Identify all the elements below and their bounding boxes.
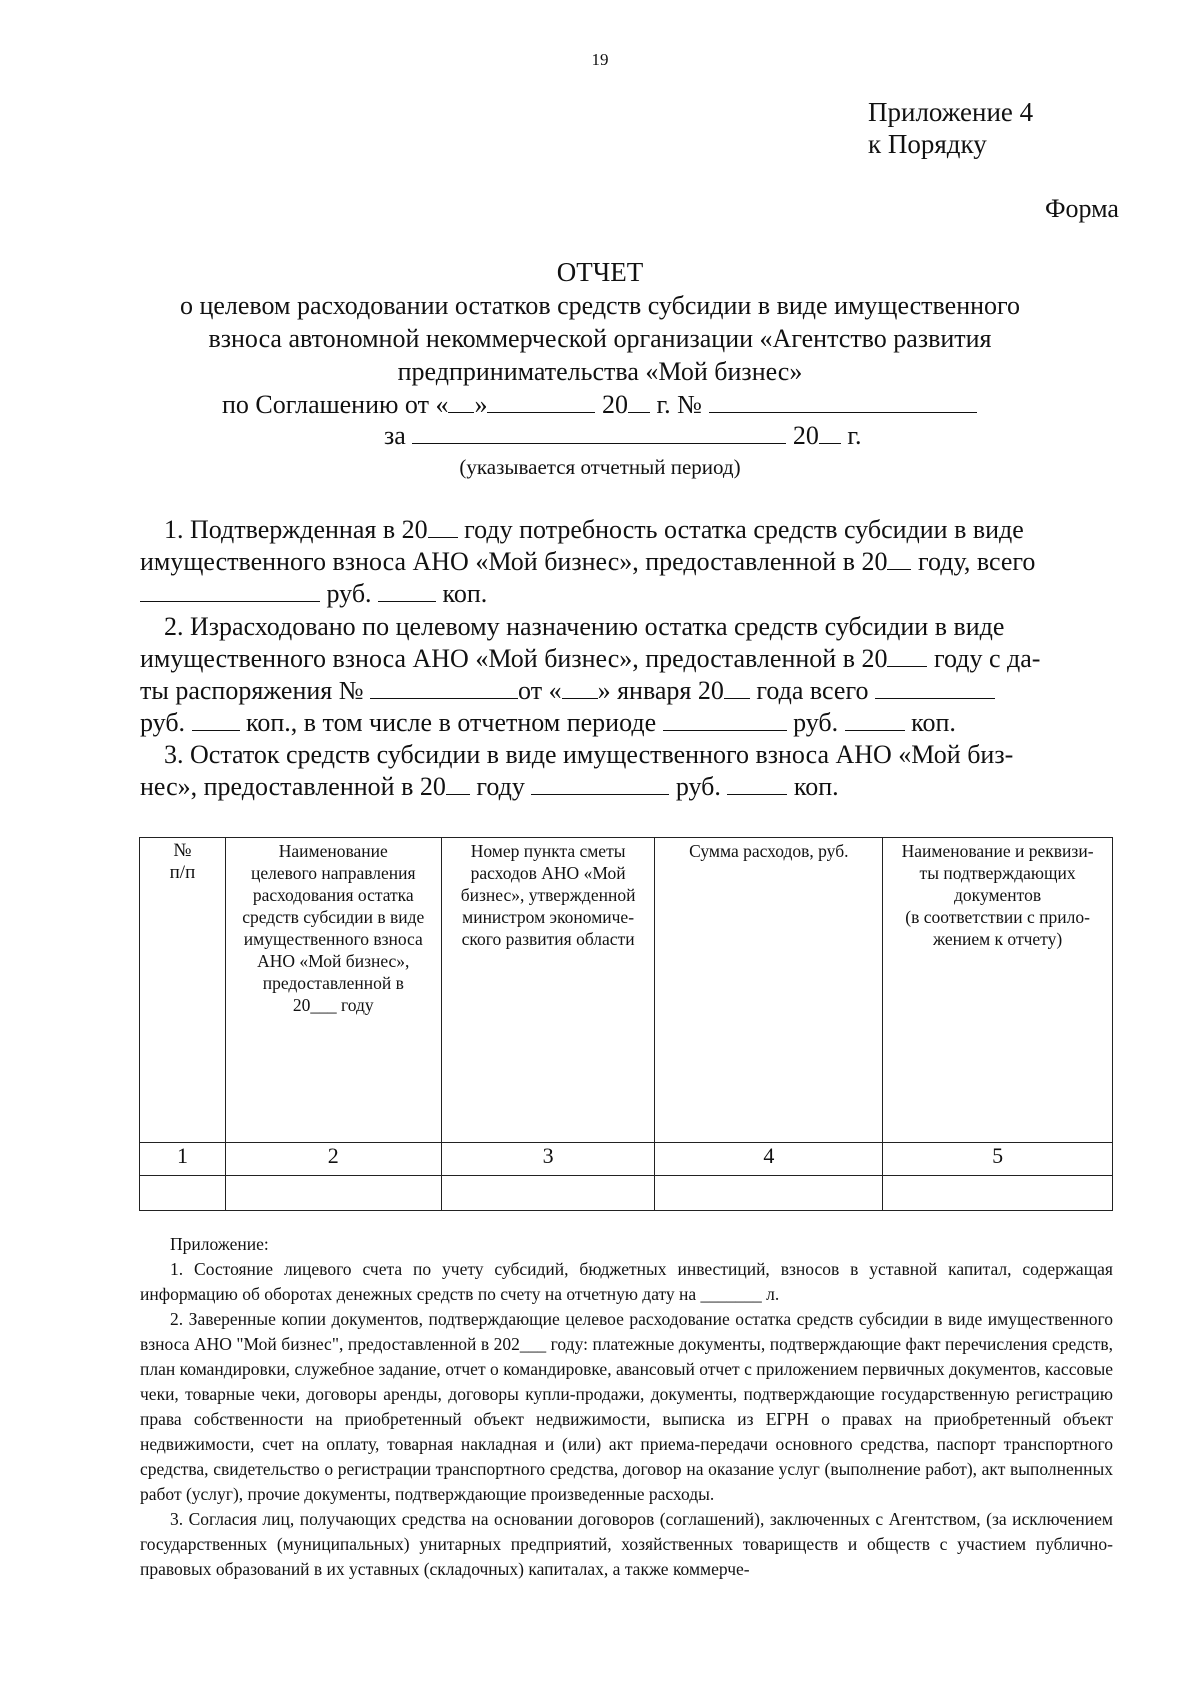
form-label: Форма (1045, 194, 1119, 223)
day-blank (448, 411, 474, 413)
col-number-5: 5 (883, 1143, 1113, 1176)
report-title-line-2: о целевом расходовании остатков средств субсидии в виде имущественного (179, 291, 1021, 320)
appendix-reference (868, 96, 1033, 160)
item-3-line-1: 3. Остаток средств субсидии в виде имущественного взноса АНО «Мой биз- (164, 740, 1014, 769)
appendix-line-1: Приложение 4 (868, 97, 1034, 127)
item-1-line-3: руб. коп. (140, 578, 487, 610)
col-number-2: 2 (225, 1143, 441, 1176)
agreement-line: по Соглашению от « » 20 г. № (222, 390, 977, 420)
page-number: 19 (591, 50, 609, 69)
month-blank (487, 411, 595, 413)
col-number-4: 4 (655, 1143, 883, 1176)
report-heading: ОТЧЕТ (556, 257, 644, 287)
table-cell (140, 1176, 226, 1211)
report-table (139, 837, 1113, 1211)
table-header-row (140, 838, 1113, 1143)
agreement-number-blank (709, 411, 977, 413)
item-3-line-2: нес», предоставленной в 20 году руб. коп. (140, 772, 839, 801)
period-blank (412, 442, 786, 444)
col-number-3: 3 (441, 1143, 655, 1176)
appendix-line-2: к Порядку (868, 129, 987, 159)
col-header-estimate-item: Номер пункта сметы расходов АНО «Мой бизнес», утвержденной министром экономиче- ского развития области (441, 838, 655, 1143)
note-2: 2. Заверенные копии документов, подтверждающие целевое расходование остатка средств субсидии в виде имущественного взноса АНО "Мой бизнес", предоставленной в 202___ году: платежные документы, подтверждающие факт перечисления средств, план командировки, служебное задание, отчет о командировке, авансовый отчет с приложением первичных документов, кассовые чеки, товарные чеки, договоры аренды, договоры купли-продажи, документы, подтверждающие государственную регистрацию права собственности на приобретенный объект недвижимости, выписка из ЕГРН о правах на приобретенный объект недвижимости, счет на оплату, товарная накладная и (или) акт приема-передачи основного средства, паспорт транспортного средства, свидетельство о регистрации транспортного средства, договор на оказание услуг (выполнение работ), акт выполненных работ (услуг), прочие документы, подтверждающие произведенные расходы. (140, 1309, 1113, 1504)
table-cell (655, 1176, 883, 1211)
period-line: за 20 г. (384, 421, 862, 450)
note-1: 1. Состояние лицевого счета по учету субсидий, бюджетных инвестиций, взносов в уставной капитал, содержащая информацию об оборотах денежных средств по счету на отчетную дату на _______ л. (140, 1259, 1113, 1304)
table-row (140, 1176, 1113, 1211)
item-1-line-1: 1. Подтвержденная в 20 году потребность остатка средств субсидии в виде (164, 515, 1024, 544)
notes-heading: Приложение: (170, 1234, 269, 1254)
col-number-1: 1 (140, 1143, 226, 1176)
col-header-expense-sum: Сумма расходов, руб. (655, 838, 883, 1143)
report-title-line-3: взноса автономной некоммерческой организации «Агентство развития (208, 324, 992, 353)
col-header-number: № п/п (140, 838, 226, 1143)
notes-list (140, 1257, 1113, 1582)
item-2-line-1: 2. Израсходовано по целевому назначению остатка средств субсидии в виде (164, 612, 1005, 641)
item-1-line-2: имущественного взноса АНО «Мой бизнес», предоставленной в 20 году, всего (140, 547, 1036, 576)
col-header-direction: Наименование целевого направления расходования остатка средств субсидии в виде имущественного взноса АНО «Мой бизнес», предоставленной в 20___ году (225, 838, 441, 1143)
report-title-line-4: предпринимательства «Мой бизнес» (397, 357, 803, 386)
period-hint: (указывается отчетный период) (459, 455, 741, 479)
item-2-line-3: ты распоряжения № от « » января 20 года всего (140, 675, 995, 707)
item-2-line-2: имущественного взноса АНО «Мой бизнес», предоставленной в 20 году с да- (140, 644, 1041, 673)
table-row (140, 1143, 1113, 1176)
item-2-line-4: руб. коп., в том числе в отчетном периоде руб. коп. (140, 708, 956, 737)
table-cell (883, 1176, 1113, 1211)
col-header-documents: Наименование и реквизи- ты подтверждающих документов (в соответствии с прило- жением к отчету) (883, 838, 1113, 1143)
note-3: 3. Согласия лиц, получающих средства на основании договоров (соглашений), заключенных с Агентством, (за исключением государственных (муниципальных) унитарных предприятий, хозяйственных товариществ и обществ с участием публично-правовых образований в их уставных (складочных) капиталах, а также коммерче- (140, 1509, 1113, 1579)
table-cell (225, 1176, 441, 1211)
table-cell (441, 1176, 655, 1211)
